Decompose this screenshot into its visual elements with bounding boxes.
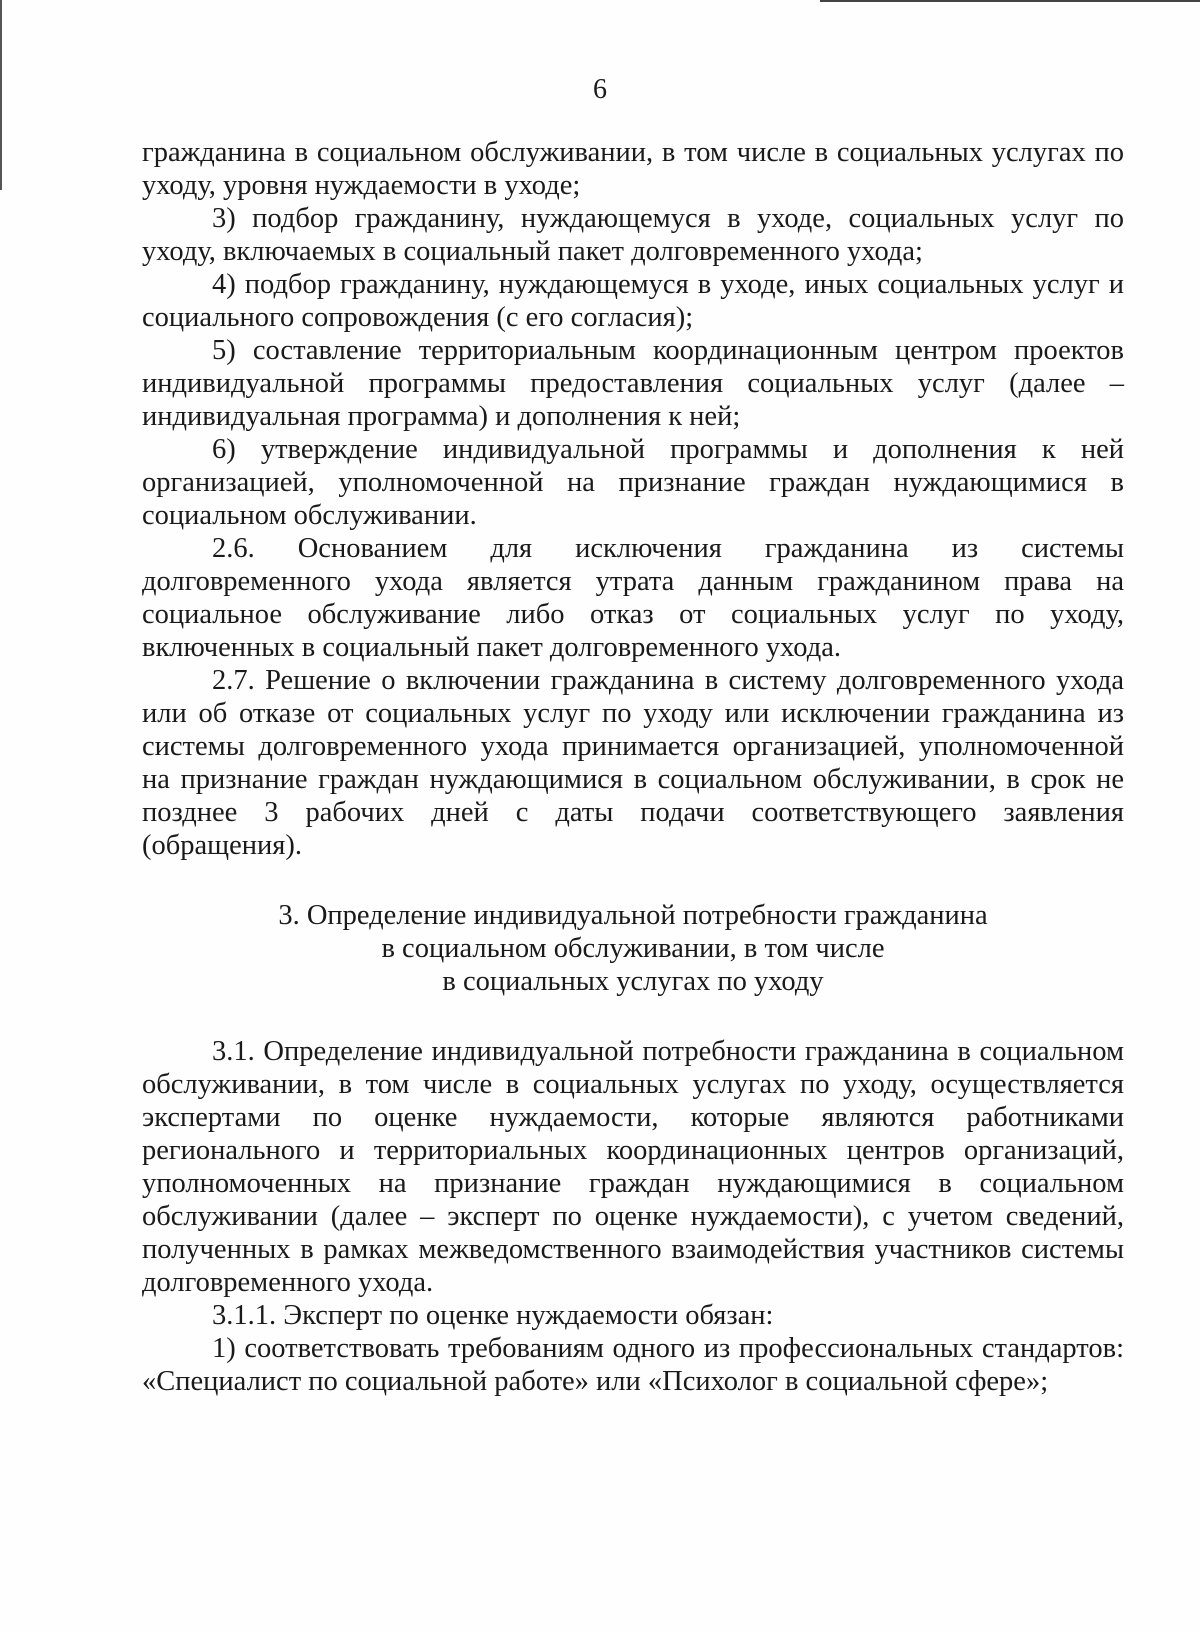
list-item-6: 6) утверждение индивидуальной программы и дополнения к ней организацией, уполномоченной на признание граждан нуждающимися в социальном обслуживании. bbox=[142, 434, 1124, 531]
paragraph-continuation: гражданина в социальном обслуживании, в том числе в социальных услугах по уходу, уровня нуждаемости в уходе; bbox=[142, 137, 1124, 201]
section-heading bbox=[202, 899, 1064, 998]
clause-2-6: 2.6. Основанием для исключения гражданина из системы долговременного ухода является утрата данным гражданином права на социальное обслуживание либо отказ от социальных услуг по уходу, включенных в социальный пакет долговременного ухода. bbox=[142, 533, 1124, 663]
scan-edge-top bbox=[820, 0, 1200, 2]
section-heading-line-1: 3. Определение индивидуальной потребности гражданина bbox=[278, 900, 988, 931]
clause-3-1-1: 3.1.1. Эксперт по оценке нуждаемости обязан: bbox=[212, 1300, 774, 1331]
section-heading-line-3: в социальных услугах по уходу bbox=[442, 966, 824, 997]
page-number: 6 bbox=[593, 74, 607, 105]
section-heading-line-2: в социальном обслуживании, в том числе bbox=[381, 933, 885, 964]
list-item-3: 3) подбор гражданину, нуждающемуся в уходе, социальных услуг по уходу, включаемых в социальный пакет долговременного ухода; bbox=[142, 203, 1124, 267]
clause-3-1: 3.1. Определение индивидуальной потребности гражданина в социальном обслуживании, в том числе в социальных услугах по уходу, осуществляется экспертами по оценке нуждаемости, которые являются работниками регионального и территориальных координационных центров организаций, уполномоченных на признание граждан нуждающимися в социальном обслуживании (далее – эксперт по оценке нуждаемости), с учетом сведений, полученных в рамках межведомственного взаимодействия участников системы долговременного ухода. bbox=[142, 1036, 1124, 1298]
clause-2-7: 2.7. Решение о включении гражданина в систему долговременного ухода или об отказе от социальных услуг по уходу или исключении гражданина из системы долговременного ухода принимается организацией, уполномоченной на признание граждан нуждающимися в социальном обслуживании, в срок не позднее 3 рабочих дней с даты подачи соответствующего заявления (обращения). bbox=[142, 665, 1124, 861]
document-body bbox=[142, 136, 1124, 1398]
list-item-1: 1) соответствовать требованиям одного из профессиональных стандартов: «Специалист по социальной работе» или «Психолог в социальной сфере»; bbox=[142, 1333, 1124, 1397]
list-item-5: 5) составление территориальным координационным центром проектов индивидуальной программы предоставления социальных услуг (далее – индивидуальная программа) и дополнения к ней; bbox=[142, 335, 1124, 432]
list-item-4: 4) подбор гражданину, нуждающемуся в уходе, иных социальных услуг и социального сопровождения (с его согласия); bbox=[142, 269, 1124, 333]
